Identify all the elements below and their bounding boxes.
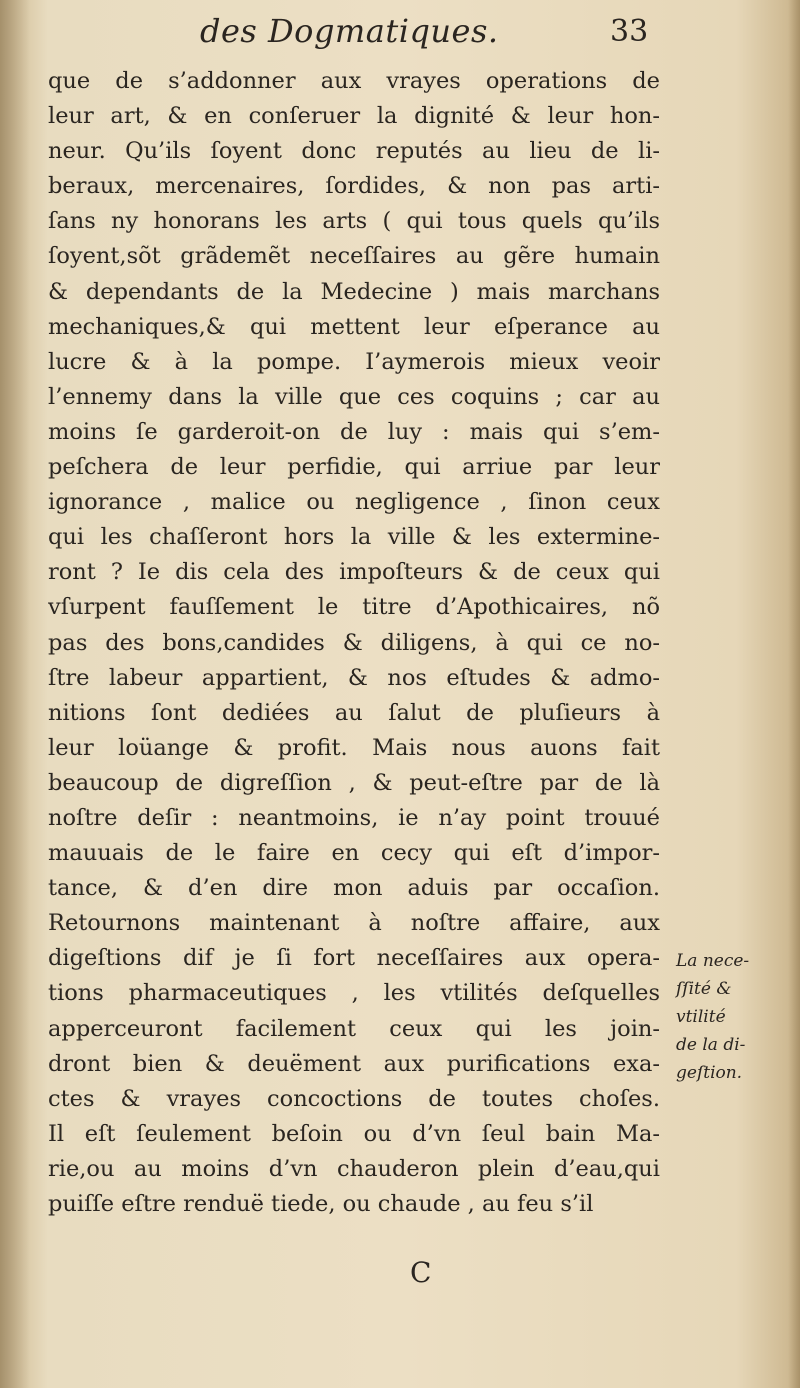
- text-line: pas des bons,candides & diligens, à qui ce no-: [48, 629, 660, 656]
- text-line: moins ſe garderoit-on de luy : mais qui s’em-: [48, 418, 660, 445]
- text-line: leur art, & en conſeruer la dignité & leur hon-: [48, 103, 660, 130]
- page-number: 33: [610, 14, 649, 49]
- text-line: ctes & vrayes concoctions de toutes choſes.: [48, 1085, 660, 1112]
- text-line: noſtre deſir : neantmoins, ie n’ay point trouué: [48, 804, 660, 831]
- signature-mark: C: [410, 1256, 433, 1289]
- text-line: qui les chaſſeront hors la ville & les extermine-: [48, 524, 660, 551]
- text-line: Retournons maintenant à noſtre affaire, aux: [48, 910, 660, 937]
- gutter-shadow: [0, 0, 30, 1388]
- text-line: lucre & à la pompe. I’aymerois mieux veoir: [48, 348, 660, 375]
- text-line: tance, & d’en dire mon aduis par occaſion.: [48, 875, 660, 902]
- text-line: l’ennemy dans la ville que ces coquins ; car au: [48, 383, 660, 410]
- text-line: ſoyent,sõt grãdemẽt neceſſaires au gẽre humain: [48, 243, 660, 270]
- running-head: des Dogmatiques.: [200, 12, 499, 50]
- text-line: apperceuront facilement ceux qui les join-: [48, 1015, 660, 1042]
- text-line: leur loüange & profit. Mais nous auons fait: [48, 734, 660, 761]
- page-edge: [788, 0, 800, 1388]
- text-line: que de s’addonner aux vrayes operations de: [48, 68, 660, 94]
- text-line: ignorance , malice ou negligence , ſinon ceux: [48, 489, 660, 516]
- marginal-note-line: La nece-: [676, 951, 750, 971]
- text-line: vſurpent fauſſement le titre d’Apothicaires, nõ: [48, 594, 660, 621]
- marginal-note-line: geſtion.: [676, 1063, 743, 1083]
- body-text: [48, 64, 660, 1222]
- text-line: tions pharmaceutiques , les vtilités deſquelles: [48, 980, 660, 1007]
- text-line: beraux, mercenaires, ſordides, & non pas arti-: [48, 173, 660, 200]
- marginal-note: [676, 947, 786, 1087]
- marginal-note-line: ſſité &: [676, 979, 732, 999]
- text-line: peſchera de leur perfidie, qui arriue par leur: [48, 454, 660, 481]
- text-line: digeſtions dif je ſi fort neceſſaires aux opera-: [48, 945, 660, 972]
- text-line: Il eſt ſeulement beſoin ou d’vn ſeul bain Ma-: [48, 1120, 660, 1147]
- text-line: nitions ſont dediées au ſalut de pluſieurs à: [48, 699, 660, 726]
- text-line: neur. Qu’ils ſoyent donc reputés au lieu de li-: [48, 138, 660, 165]
- text-line: & dependants de la Medecine ) mais marchans: [48, 278, 660, 305]
- text-line: puiſſe eſtre renduë tiede, ou chaude , au feu s’il: [48, 1191, 594, 1217]
- text-line: dront bien & deuëment aux purifications exa-: [48, 1050, 660, 1077]
- text-line: ſtre labeur appartient, & nos eſtudes & admo-: [48, 664, 660, 691]
- text-line: beaucoup de digreſſion , & peut-eſtre par de là: [48, 769, 660, 796]
- text-line: rie,ou au moins d’vn chauderon plein d’eau,qui: [48, 1155, 660, 1182]
- marginal-note-line: vtilité: [676, 1007, 726, 1027]
- text-line: mechaniques,& qui mettent leur eſperance au: [48, 313, 660, 340]
- text-line: ront ? Ie dis cela des impoſteurs & de ceux qui: [48, 559, 660, 586]
- marginal-note-line: de la di-: [676, 1035, 746, 1055]
- text-line: mauuais de le faire en cecy qui eſt d’impor-: [48, 840, 660, 867]
- text-line: ſans ny honorans les arts ( qui tous quels qu’ils: [48, 208, 660, 235]
